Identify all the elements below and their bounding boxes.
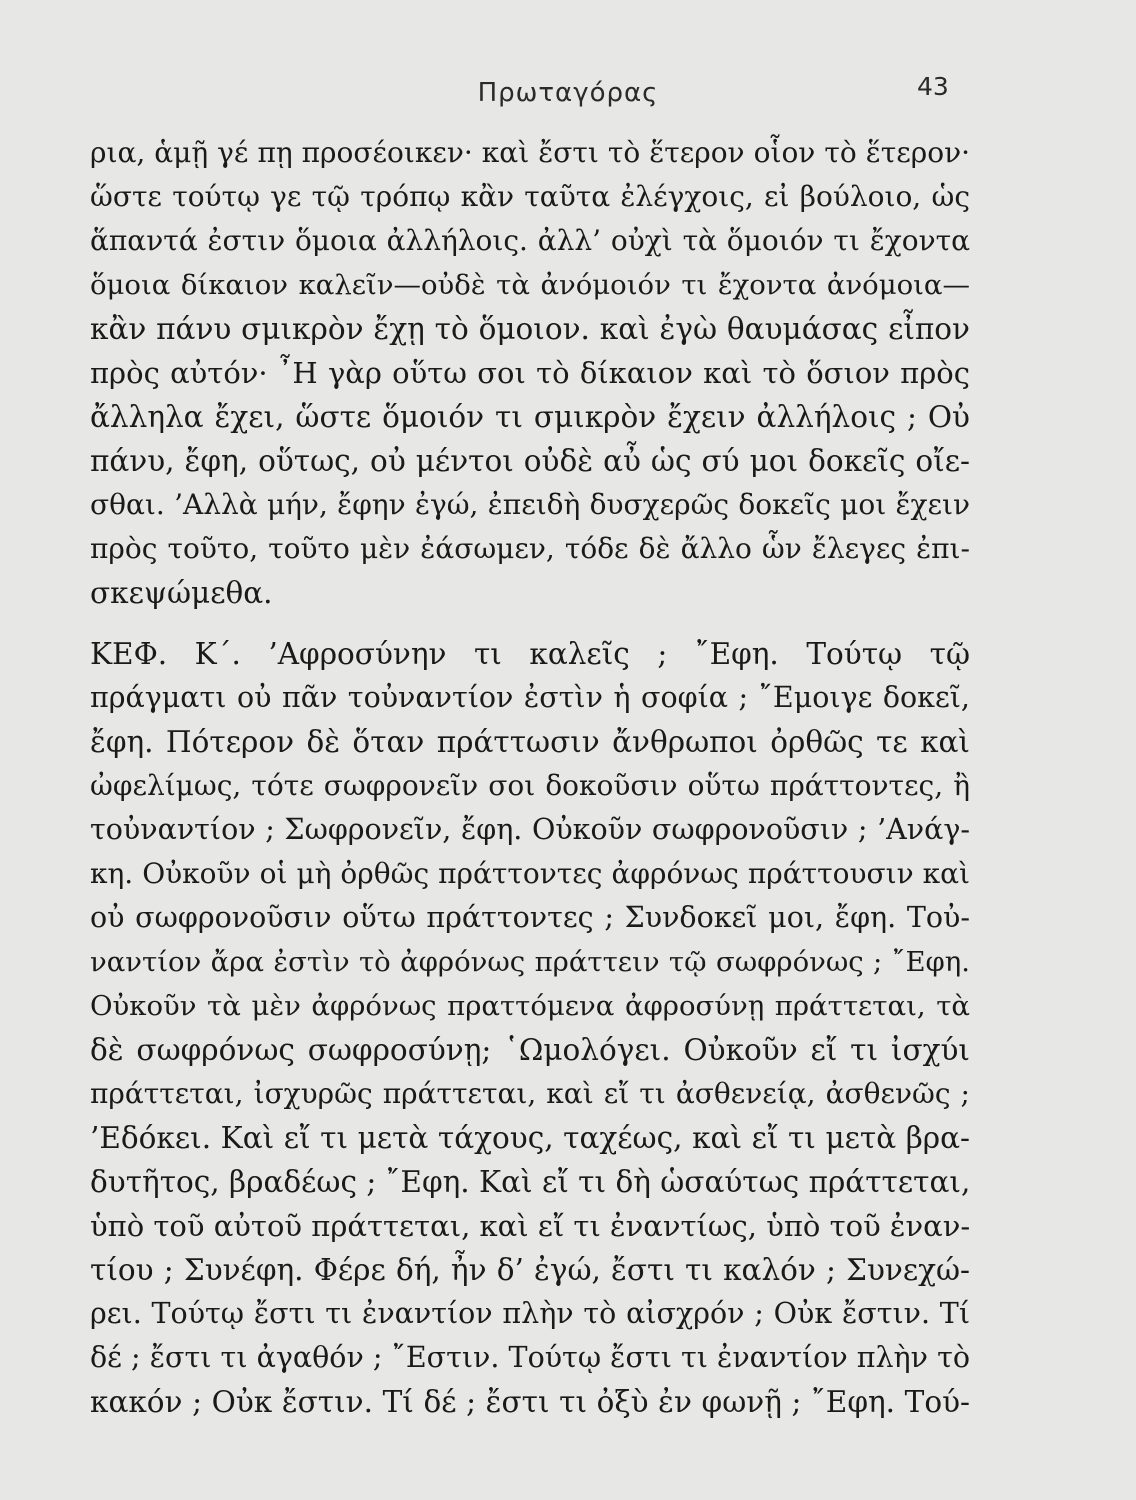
text-line: ἅπαντά ἐστιν ὅμοια ἀλλήλοις. ἀλλ’ οὐχὶ τὰ ὅμοιόν τι ἔχοντα xyxy=(90,224,970,257)
text-line: ’Εδόκει. Καὶ εἴ τι μετὰ τάχους, ταχέως, καὶ εἴ τι μετὰ βρα- xyxy=(90,1121,970,1155)
text-line: ὑπὸ τοῦ αὐτοῦ πράττεται, καὶ εἴ τι ἐναντίως, ὑπὸ τοῦ ἐναν- xyxy=(90,1209,970,1243)
text-line: δὲ σωφρόνως σωφροσύνῃ; ῾Ωμολόγει. Οὐκοῦν εἴ τι ἰσχύι xyxy=(90,1033,970,1067)
page-number: 43 xyxy=(917,72,949,101)
text-line: σθαι. ’Αλλὰ μήν, ἔφην ἐγώ, ἐπειδὴ δυσχερῶς δοκεῖς μοι ἔχειν xyxy=(90,488,970,521)
text-line: τοὐναντίον ; Σωφρονεῖν, ἔφη. Οὐκοῦν σωφρονοῦσιν ; ’Ανάγ- xyxy=(90,813,970,846)
text-line: ἄλληλα ἔχει, ὥστε ὅμοιόν τι σμικρὸν ἔχειν ἀλλήλοις ; Οὐ xyxy=(90,400,970,434)
text-line: οὐ σωφρονοῦσιν οὕτω πράττοντες ; Συνδοκεῖ μοι, ἔφη. Τοὐ- xyxy=(90,901,970,934)
text-line: κακόν ; Οὐκ ἔστιν. Τί δέ ; ἔστι τι ὀξὺ ἐν φωνῇ ; ῎Εφη. Τού- xyxy=(90,1385,970,1419)
text-line: δέ ; ἔστι τι ἀγαθόν ; ῎Εστιν. Τούτῳ ἔστι τι ἐναντίον πλὴν τὸ xyxy=(90,1341,970,1374)
running-title: Πρωταγόρας xyxy=(477,78,659,108)
text-line: δυτῆτος, βραδέως ; ῎Εφη. Καὶ εἴ τι δὴ ὡσαύτως πράττεται, xyxy=(90,1165,970,1199)
text-line: πράττεται, ἰσχυρῶς πράττεται, καὶ εἴ τι ἀσθενείᾳ, ἀσθενῶς ; xyxy=(90,1077,970,1110)
text-line: σκεψώμεθα. xyxy=(90,576,273,610)
text-line: τίου ; Συνέφη. Φέρε δή, ἦν δ’ ἐγώ, ἔστι τι καλόν ; Συνεχώ- xyxy=(90,1253,970,1287)
text-line: πάνυ, ἔφη, οὕτως, οὐ μέντοι οὐδὲ αὖ ὡς σύ μοι δοκεῖς οἴε- xyxy=(90,444,970,478)
chapter-heading-line: ΚΕΦ. Κ΄. ’Αφροσύνην τι καλεῖς ; ῎Εφη. Τούτῳ τῷ xyxy=(90,637,970,671)
text-line: πρὸς τοῦτο, τοῦτο μὲν ἐάσωμεν, τόδε δὲ ἄλλο ὧν ἔλεγες ἐπι- xyxy=(90,532,970,565)
text-line: ρει. Τούτῳ ἔστι τι ἐναντίον πλὴν τὸ αἰσχρόν ; Οὐκ ἔστιν. Τί xyxy=(90,1297,970,1330)
text-line: Οὐκοῦν τὰ μὲν ἀφρόνως πραττόμενα ἀφροσύνῃ πράττεται, τὰ xyxy=(90,990,970,1022)
text-line: ὥστε τούτῳ γε τῷ τρόπῳ κἂν ταῦτα ἐλέγχοις, εἰ βούλοιο, ὡς xyxy=(90,180,970,213)
text-line: ρια, ἁμῇ γέ πῃ προσέοικεν· καὶ ἔστι τὸ ἕτερον οἷον τὸ ἕτερον· xyxy=(90,136,970,169)
text-line: ναντίον ἄρα ἐστὶν τὸ ἀφρόνως πράττειν τῷ σωφρόνως ; ῎Εφη. xyxy=(90,946,970,978)
text-line: πράγματι οὐ πᾶν τοὐναντίον ἐστὶν ἡ σοφία ; ῎Εμοιγε δοκεῖ, xyxy=(90,681,970,714)
text-line: κη. Οὐκοῦν οἱ μὴ ὀρθῶς πράττοντες ἀφρόνως πράττουσιν καὶ xyxy=(90,857,970,890)
text-line: ἔφη. Πότερον δὲ ὅταν πράττωσιν ἄνθρωποι ὀρθῶς τε καὶ xyxy=(90,725,970,759)
text-line: κἂν πάνυ σμικρὸν ἔχῃ τὸ ὅμοιον. καὶ ἐγὼ θαυμάσας εἶπον xyxy=(90,312,970,346)
text-line: ὅμοια δίκαιον καλεῖν—οὐδὲ τὰ ἀνόμοιόν τι ἔχοντα ἀνόμοια— xyxy=(90,269,970,301)
text-line: ὠφελίμως, τότε σωφρονεῖν σοι δοκοῦσιν οὕτω πράττοντες, ἢ xyxy=(90,769,970,802)
text-line: πρὸς αὐτόν· ῏Η γὰρ οὕτω σοι τὸ δίκαιον καὶ τὸ ὅσιον πρὸς xyxy=(90,356,970,390)
